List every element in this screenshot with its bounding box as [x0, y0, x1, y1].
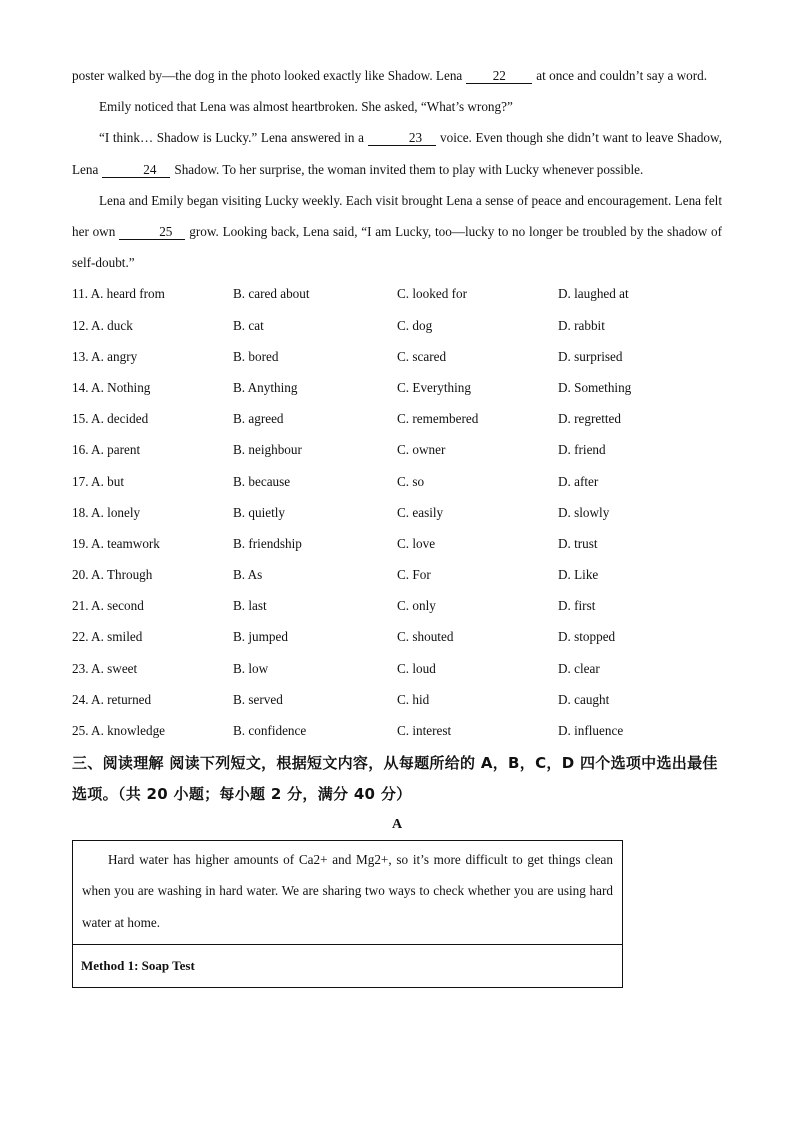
- method-1-heading: Method 1: Soap Test: [73, 944, 622, 987]
- reading-box: [72, 840, 623, 988]
- option-b[interactable]: B. friendship: [233, 535, 302, 551]
- option-a[interactable]: 11. A. heard from: [72, 286, 165, 302]
- passage-text: voice. Even though she didn’t want to leave Shadow, Lena: [72, 130, 722, 177]
- option-d[interactable]: D. first: [558, 598, 596, 614]
- option-d[interactable]: D. rabbit: [558, 317, 605, 333]
- option-c[interactable]: C. loud: [397, 660, 436, 676]
- option-d[interactable]: D. slowly: [558, 504, 610, 520]
- reading-intro: Hard water has higher amounts of Ca2+ and Mg2+, so it’s more difficult to get things clean when you are washing in hard water. We are sharing two ways to check whether you are using hard water at home.: [82, 852, 613, 930]
- option-a[interactable]: 16. A. parent: [72, 442, 141, 458]
- option-b[interactable]: B. jumped: [233, 629, 288, 645]
- question-row: [72, 310, 722, 341]
- passage-paragraph-3: [72, 122, 722, 184]
- option-d[interactable]: D. trust: [558, 535, 598, 551]
- option-a[interactable]: 22. A. smiled: [72, 629, 143, 645]
- option-c[interactable]: C. hid: [397, 691, 430, 707]
- option-b[interactable]: B. because: [233, 473, 291, 489]
- passage-text: at once and couldn’t say a word.: [536, 68, 708, 83]
- option-c[interactable]: C. For: [397, 567, 431, 583]
- question-row: [72, 497, 722, 528]
- option-d[interactable]: D. influence: [558, 723, 624, 739]
- option-c[interactable]: C. so: [397, 473, 425, 489]
- option-d[interactable]: D. after: [558, 473, 599, 489]
- reading-box-text: [73, 841, 622, 944]
- option-d[interactable]: D. surprised: [558, 348, 623, 364]
- option-c[interactable]: C. scared: [397, 348, 447, 364]
- option-a[interactable]: 15. A. decided: [72, 411, 149, 427]
- option-a[interactable]: 24. A. returned: [72, 691, 152, 707]
- passage-text: poster walked by—the dog in the photo looked exactly like Shadow. Lena: [72, 68, 463, 83]
- exam-page: [72, 60, 722, 988]
- option-c[interactable]: C. interest: [397, 723, 452, 739]
- option-b[interactable]: B. Anything: [233, 379, 298, 395]
- blank-24: 24: [102, 163, 170, 178]
- option-b[interactable]: B. cat: [233, 317, 264, 333]
- option-a[interactable]: 20. A. Through: [72, 567, 153, 583]
- question-row: [72, 372, 722, 403]
- option-b[interactable]: B. served: [233, 691, 283, 707]
- blank-22: 22: [466, 69, 532, 84]
- option-c[interactable]: C. love: [397, 535, 436, 551]
- option-a[interactable]: 23. A. sweet: [72, 660, 138, 676]
- passage-paragraph-2: Emily noticed that Lena was almost heartbroken. She asked, “What’s wrong?”: [99, 99, 513, 115]
- option-a[interactable]: 19. A. teamwork: [72, 535, 160, 551]
- option-b[interactable]: B. low: [233, 660, 269, 676]
- question-row: [72, 590, 722, 621]
- option-a[interactable]: 13. A. angry: [72, 348, 138, 364]
- option-c[interactable]: C. easily: [397, 504, 444, 520]
- passage-paragraph-4: [72, 185, 722, 279]
- question-row: [72, 528, 722, 559]
- option-b[interactable]: B. last: [233, 598, 267, 614]
- option-c[interactable]: C. owner: [397, 442, 446, 458]
- option-a[interactable]: 25. A. knowledge: [72, 723, 166, 739]
- question-row: [72, 278, 722, 309]
- question-row: [72, 715, 722, 746]
- option-c[interactable]: C. dog: [397, 317, 433, 333]
- question-row: [72, 403, 722, 434]
- option-d[interactable]: D. friend: [558, 442, 606, 458]
- option-b[interactable]: B. quietly: [233, 504, 286, 520]
- question-row: [72, 621, 722, 652]
- option-c[interactable]: C. Everything: [397, 379, 471, 395]
- question-row: [72, 559, 722, 590]
- passage-text: Shadow. To her surprise, the woman invited them to play with Lucky whenever possible.: [174, 161, 644, 177]
- blank-23: 23: [368, 131, 436, 146]
- option-b[interactable]: B. cared about: [233, 286, 310, 302]
- option-d[interactable]: D. laughed at: [558, 286, 629, 302]
- option-a[interactable]: 17. A. but: [72, 473, 125, 489]
- option-b[interactable]: B. bored: [233, 348, 279, 364]
- option-a[interactable]: 14. A. Nothing: [72, 379, 151, 395]
- passage-paragraph-1: [72, 60, 722, 91]
- question-row: [72, 466, 722, 497]
- passage-text: Lena and Emily began visiting Lucky weekly. Each visit brought Lena a sense of peace and encouragement. Lena felt her own: [72, 192, 722, 240]
- option-d[interactable]: D. stopped: [558, 629, 616, 645]
- option-d[interactable]: D. Something: [558, 379, 632, 395]
- option-c[interactable]: C. remembered: [397, 411, 479, 427]
- option-c[interactable]: C. shouted: [397, 629, 454, 645]
- question-row: [72, 434, 722, 465]
- option-a[interactable]: 18. A. lonely: [72, 504, 141, 520]
- option-d[interactable]: D. regretted: [558, 411, 621, 427]
- question-row: [72, 653, 722, 684]
- option-b[interactable]: B. confidence: [233, 723, 307, 739]
- option-c[interactable]: C. looked for: [397, 286, 467, 302]
- option-b[interactable]: B. agreed: [233, 411, 284, 427]
- option-b[interactable]: B. As: [233, 567, 263, 583]
- option-d[interactable]: D. caught: [558, 691, 610, 707]
- option-d[interactable]: D. Like: [558, 567, 599, 583]
- option-b[interactable]: B. neighbour: [233, 442, 302, 458]
- blank-25: 25: [119, 225, 185, 240]
- question-row: [72, 684, 722, 715]
- passage-text: “I think… Shadow is Lucky.” Lena answered in a: [99, 130, 364, 146]
- question-row: [72, 341, 722, 372]
- passage-text: grow. Looking back, Lena said, “I am Lucky, too—lucky to no longer be troubled by the shadow of self-doubt.”: [72, 224, 722, 271]
- options-list: [72, 278, 722, 746]
- option-a[interactable]: 21. A. second: [72, 598, 144, 614]
- option-d[interactable]: D. clear: [558, 660, 600, 676]
- section-3-heading: 三、阅读理解 阅读下列短文，根据短文内容，从每题所给的 A，B，C，D 四个选项中选出最佳选项。（共 20 小题；每小题 2 分，满分 40 分）: [72, 754, 718, 804]
- option-a[interactable]: 12. A. duck: [72, 317, 133, 333]
- passage-label: A: [391, 817, 403, 833]
- option-c[interactable]: C. only: [397, 598, 436, 614]
